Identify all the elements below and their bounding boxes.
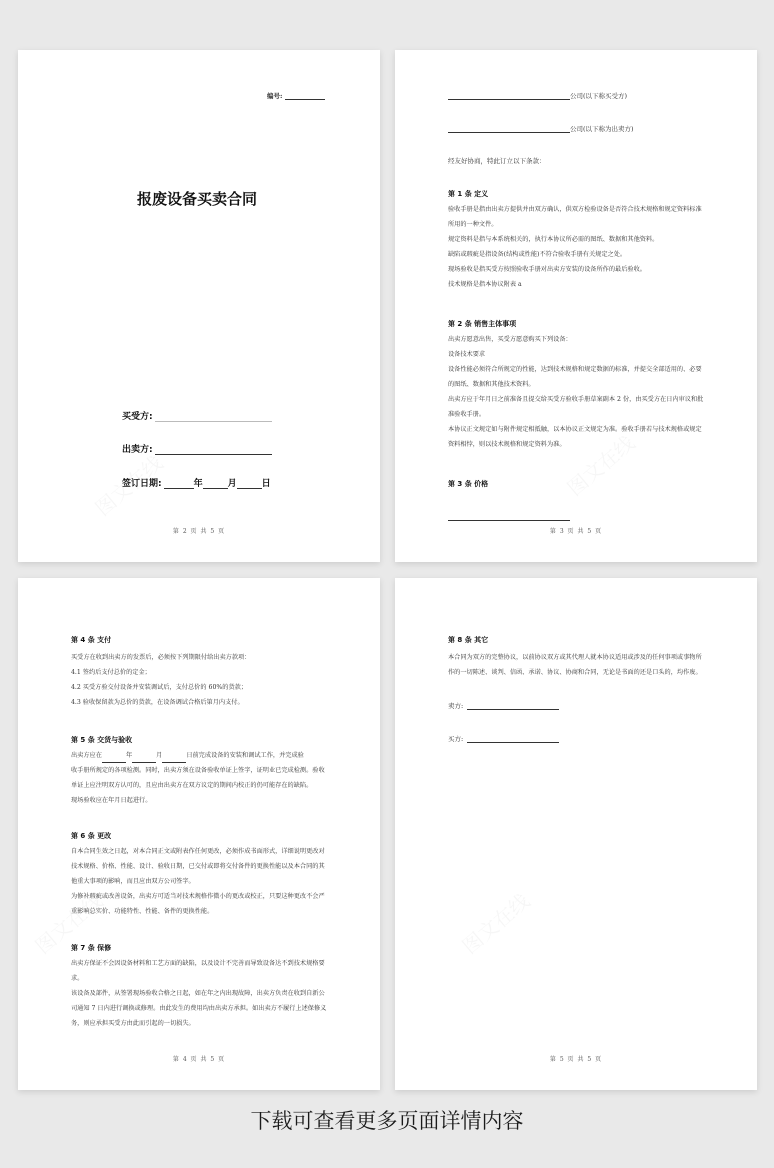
buyer-signature <box>448 735 559 743</box>
party-buyer-line <box>448 92 627 100</box>
party-seller-text: 公司(以下称为出卖方) <box>570 125 634 133</box>
seller-sign-label: 卖方: <box>448 702 464 710</box>
article-2-line: 本协议正文规定如与附件规定相抵触，以本协议正文规定为准。验收手册若与技术规格或规定资料相悖，则以技术规格和规定资料为准。 <box>448 426 702 448</box>
page-4 <box>395 578 757 1090</box>
article-4-line: 4.2 买受方验交付设备并安装调试后，支付总价的 60%的货款； <box>71 684 248 691</box>
article-8-body <box>448 650 706 680</box>
seller-blank <box>155 447 272 455</box>
article-8-line: 本合同为双方的完整协议，以前协议双方或其代理人就本协议适用或涉及的任何事项或事物所作的一切陈述、谈判、信函、承诺、协议、协商和合同，无论是书面的还是口头的，均作废。 <box>448 654 702 676</box>
seller-sign-blank <box>467 702 559 710</box>
party-seller-blank <box>448 125 570 133</box>
page-footer: 第 3 页 共 5 页 <box>549 528 603 535</box>
day-blank <box>237 481 262 489</box>
sign-date-label: 签订日期: <box>122 479 162 489</box>
article-5-body <box>71 748 329 808</box>
article-7-line: 该设备及部件，从签署现场验收合格之日起，如在年之内出现故障，出卖方负责在收到自新公司通知 7 日内进行调换或修理。由此发生的费用均由出卖方承担。如出卖方不履行上述保修义务，则应承担买受方由此而引起的一切损失。 <box>71 990 327 1027</box>
article-1-line: 现场验收是指买受方按照验收手册对出卖方安装的设备所作的最后验收。 <box>448 266 646 273</box>
watermark <box>455 886 535 960</box>
article-5-line: 收手册所规定的各项检测。同时，出卖方须在设备验收单证上签字，证明业已完成检测。验收单证上应注明双方认可的，且应由出卖方在双方议定的期间内校正的仍可能存在的缺陷。 <box>71 767 325 789</box>
contract-title <box>18 188 380 209</box>
article-6-line: 为修补瑕疵或改善设备，出卖方可适当对技术规格作微小的更改或校正，只要这种更改不会严重影响总实价、功能特性、性能、备件的更换性能。 <box>71 893 325 915</box>
year-label: 年 <box>193 479 203 489</box>
article-4-line: 4.3 验收保留款为总价的货款，在设备调试合格后第月内支付。 <box>71 699 244 706</box>
article-4-line: 4.1 签约后支付总价的定金； <box>71 669 151 676</box>
article-1-line: 技术规格是指本协议附表 a <box>448 281 522 288</box>
contract-title-text: 报废设备买卖合同 <box>136 190 257 208</box>
article-2-line: 设备技术要求 <box>448 351 486 358</box>
article-6-heading: 第 6 条 更改 <box>71 832 112 840</box>
year-blank <box>164 481 194 489</box>
buyer-signature-line <box>122 409 272 422</box>
page-2 <box>395 50 757 562</box>
article-7-heading: 第 7 条 保修 <box>71 944 112 952</box>
seller-signature <box>448 702 559 710</box>
article-5-line: 出卖方应在 年 月 日前完成设备的安装和调试工作，并完成验 <box>71 748 329 763</box>
month-label: 月 <box>227 479 237 489</box>
article-1-line: 验收手册是指由出卖方提供并由双方确认，供双方检验设备是否符合技术规格和规定资料标准所用的一种文件。 <box>448 206 702 228</box>
seller-label: 出卖方: <box>122 445 153 455</box>
article-1-heading: 第 1 条 定义 <box>448 190 489 198</box>
buyer-label: 买受方: <box>122 412 153 422</box>
intro-text: 经友好协商，特此订立以下条款： <box>448 157 546 165</box>
article-7-line: 出卖方保证不会因设备材料和工艺方面的缺陷，以及设计不完善而导致设备达不到技术规格要求。 <box>71 960 325 982</box>
article-1-line: 缺陷或瑕疵是指设备(结构或性能)不符合验收手册有关规定之处。 <box>448 251 627 258</box>
article-1-line: 规定资料是指与本系统相关的，执行本协议所必需的图纸、数据和其他资料。 <box>448 236 659 243</box>
party-buyer-text: 公司(以下称买受方) <box>570 92 628 100</box>
page-footer: 第 2 页 共 5 页 <box>172 528 226 535</box>
page-footer: 第 5 页 共 5 页 <box>549 1056 603 1063</box>
contract-number-label: 编号: <box>267 92 283 100</box>
page-3 <box>18 578 380 1090</box>
contract-number-blank <box>285 92 325 100</box>
party-buyer-blank <box>448 92 570 100</box>
article-8-heading: 第 8 条 其它 <box>448 636 489 644</box>
article-1-body <box>448 202 706 292</box>
article-5-heading: 第 5 条 交货与验收 <box>71 736 133 744</box>
page-cover <box>18 50 380 562</box>
article-2-line: 出卖方愿意出售，买受方愿意购买下列设备： <box>448 336 572 343</box>
article-6-line: 自本合同生效之日起，对本合同正文或附表作任何更改，必须作成书面形式，详细说明更改对技术规格、价格、性能、设计、验收日期，已交付或即将交付备件的更换性能以及本合同的其他重大事项的影响，而且应由双方公司签字。 <box>71 848 325 885</box>
price-blank <box>448 502 570 521</box>
page-footer: 第 4 页 共 5 页 <box>172 1056 226 1063</box>
party-seller-line <box>448 125 634 133</box>
buyer-blank <box>155 414 272 422</box>
article-2-line: 出卖方应于年月日之前准备且提交给买受方验收手册草案副本 2 份，由买受方在日内审议和批准验收手册。 <box>448 396 704 418</box>
article-4-line: 买受方在收到出卖方的发票后，必须按下列期限付给出卖方款项： <box>71 654 251 661</box>
article-2-heading: 第 2 条 销售主体事项 <box>448 320 517 328</box>
article-2-line: 设备性能必须符合所规定的性能，达到技术规格和规定数据的标准，并提交全部适用的、必要的图纸、数据和其他技术资料。 <box>448 366 702 388</box>
day-label: 日 <box>261 479 271 489</box>
article-2-body <box>448 332 706 452</box>
article-4-heading: 第 4 条 支付 <box>71 636 112 644</box>
buyer-sign-label: 买方: <box>448 735 464 743</box>
article-7-body <box>71 956 329 1031</box>
article-3-heading: 第 3 条 价格 <box>448 480 489 488</box>
article-4-body <box>71 650 329 710</box>
article-5-line: 现场验收应在年月日起进行。 <box>71 797 152 804</box>
contract-number <box>267 92 325 100</box>
article-6-body <box>71 844 329 919</box>
buyer-sign-blank <box>467 735 559 743</box>
month-blank <box>203 481 228 489</box>
download-caption: 下载可查看更多页面详情内容 <box>250 1109 524 1133</box>
